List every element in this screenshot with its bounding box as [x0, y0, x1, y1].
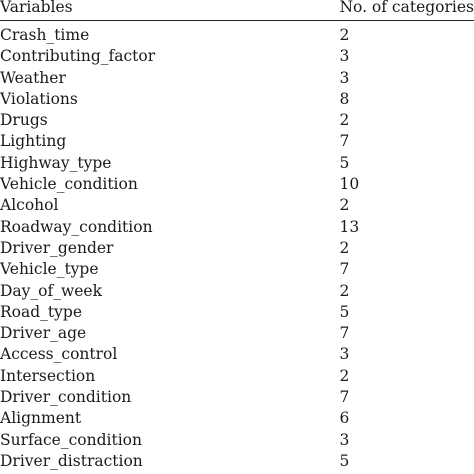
cell-variable-name: Access_control	[0, 345, 118, 364]
cell-category-count: 3	[339, 47, 350, 66]
cell-variable-name: Day_of_week	[0, 281, 102, 300]
table-row	[0, 387, 474, 408]
cell-variable-name: Driver_age	[0, 324, 87, 343]
cell-variable-name: Alcohol	[0, 196, 59, 215]
table-row	[0, 281, 474, 302]
cell-variable-name: Crash_time	[0, 26, 90, 44]
cell-variable-name: Driver_gender	[0, 238, 114, 257]
cell-category-count: 3	[339, 430, 350, 449]
cell-variable-name: Surface_condition	[0, 430, 142, 449]
cell-variable-name: Vehicle_type	[0, 260, 99, 279]
cell-category-count: 13	[339, 217, 360, 236]
table-row	[0, 238, 474, 259]
cell-category-count: 5	[339, 451, 350, 470]
cell-category-count: 7	[339, 132, 350, 151]
table-header	[0, 0, 474, 21]
table-row	[0, 153, 474, 174]
cell-category-count: 2	[339, 111, 350, 130]
cell-variable-name: Roadway_condition	[0, 217, 153, 236]
cell-category-count: 2	[339, 26, 350, 44]
header-row	[0, 0, 474, 21]
cell-variable-name: Driver_distraction	[0, 451, 143, 470]
table-body	[0, 21, 474, 473]
cell-variable-name: Road_type	[0, 302, 82, 321]
cell-variable-name: Highway_type	[0, 153, 112, 172]
table-row	[0, 68, 474, 89]
table-row	[0, 259, 474, 280]
cell-variable-name: Drugs	[0, 111, 48, 130]
cell-category-count: 10	[339, 175, 360, 194]
table-row	[0, 451, 474, 472]
cell-variable-name: Contributing_factor	[0, 47, 156, 66]
table-row	[0, 195, 474, 216]
header-no-of-categories: No. of categories	[339, 0, 474, 16]
cell-variable-name: Intersection	[0, 366, 96, 385]
cell-category-count: 3	[339, 345, 350, 364]
cell-category-count: 2	[339, 281, 350, 300]
cell-category-count: 7	[339, 388, 350, 407]
cell-category-count: 5	[339, 153, 350, 172]
header-variables: Variables	[0, 0, 73, 16]
cell-variable-name: Alignment	[0, 409, 82, 428]
cell-category-count: 7	[339, 260, 350, 279]
table-row	[0, 302, 474, 323]
cell-variable-name: Violations	[0, 89, 78, 108]
table-row	[0, 408, 474, 429]
table-row	[0, 174, 474, 195]
cell-variable-name: Driver_condition	[0, 388, 132, 407]
table-row	[0, 366, 474, 387]
cell-category-count: 2	[339, 366, 350, 385]
table-row	[0, 46, 474, 67]
cell-category-count: 6	[339, 409, 350, 428]
table-row	[0, 131, 474, 152]
table-row	[0, 110, 474, 131]
cell-variable-name: Lighting	[0, 132, 67, 151]
table-row	[0, 323, 474, 344]
cell-category-count: 2	[339, 196, 350, 215]
cell-category-count: 7	[339, 324, 350, 343]
table-row	[0, 89, 474, 110]
cell-category-count: 8	[339, 89, 350, 108]
table-row	[0, 217, 474, 238]
cell-variable-name: Weather	[0, 68, 66, 87]
table-row	[0, 344, 474, 365]
cell-category-count: 5	[339, 302, 350, 321]
cell-variable-name: Vehicle_condition	[0, 175, 138, 194]
cell-category-count: 3	[339, 68, 350, 87]
table-row	[0, 21, 474, 47]
cell-category-count: 2	[339, 238, 350, 257]
table-row	[0, 430, 474, 451]
